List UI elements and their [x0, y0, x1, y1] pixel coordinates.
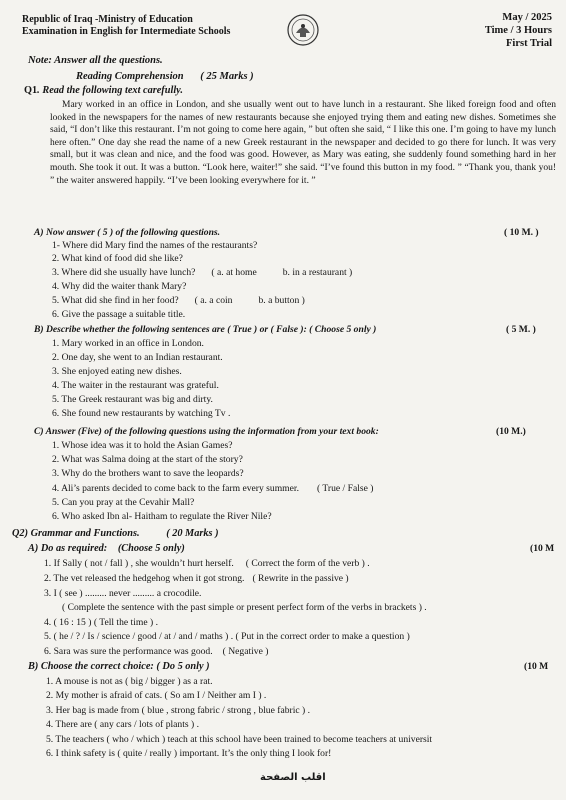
reading-title: Reading Comprehension: [76, 71, 184, 82]
section-c-marks: (10 M.): [496, 426, 526, 437]
q1-heading: [24, 85, 183, 97]
option-b: b. in a restaurant ): [282, 267, 353, 278]
section-b-heading: B) Describe whether the following sentences are ( True ) or ( False ): ( Choose 5 only ): [34, 324, 377, 335]
section-b-item: 6. She found new restaurants by watching Tv .: [52, 408, 231, 419]
section-b-item: 4. The waiter in the restaurant was grateful.: [52, 380, 219, 391]
q2-heading: [12, 528, 219, 540]
reading-passage: Mary worked in an office in London, and she usually went out to have lunch in a restaurant. She liked foreign food and often looked in the newspapers for the names of new restaurants because she enjoyed trying them and eating new dishes. Sometimes she said, “I don’t like this restaurant. I’m not going to come here again, ” but often she said, “ I like this one. I’m going to have my lunch here often.” One day she read the name of a new Greek restaurant in the newspaper and decided to go there for lunch. It was very small, but it was clean and nice, and the food was good. However, as Mary was eating, she suddenly found something hard in her mouth. She took it out. It was a button. “Look here, waiter!” she said. “I’ve found this button in my food. ” “Thank you, thank you! ” the waiter answered happily. “I’ve been looking everywhere for it. ”: [50, 100, 556, 186]
instruction: ( Rewrite in the passive ): [252, 573, 349, 584]
q2b-item: 4. There are ( any cars / lots of plants ) .: [46, 719, 200, 730]
section-a-item: [52, 240, 257, 252]
section-b-marks: ( 5 M. ): [506, 324, 536, 335]
turn-page-note: اقلب الصفحة: [260, 772, 326, 783]
q2b-item: 6. I think safety is ( quite / really ) important. It’s the only thing I look for!: [46, 748, 332, 759]
section-c-item: 3. Why do the brothers want to save the leopards?: [52, 468, 244, 479]
q2a-marks: (10 M: [530, 543, 555, 554]
option-b: b. a button ): [258, 295, 305, 306]
question-text: 1. If Sally ( not / fall ) , she wouldn’t hurt herself.: [44, 558, 234, 569]
q2a-item: 5. ( he / ? / Is / science / good / at / and / maths ) . ( Put in the correct order to make a question ): [44, 631, 410, 642]
q2b-item: 2. My mother is afraid of cats. ( So am I / Neither am I ) .: [46, 690, 267, 701]
instruction: ( Correct the form of the verb ) .: [245, 558, 370, 569]
q1-label: Q1: [24, 85, 38, 96]
q1-instruction: . Read the following text carefully.: [37, 85, 183, 96]
section-b-item: 2. One day, she went to an Indian restaurant.: [52, 352, 223, 363]
q2b-item: 3. Her bag is made from ( blue , strong fabric / strong , blue fabric ) .: [46, 705, 311, 716]
true-false-choice: ( True / False ): [316, 483, 374, 494]
section-a-item: [52, 267, 352, 279]
q2a-item: 4. ( 16 : 15 ) ( Tell the time ) .: [44, 617, 158, 628]
section-a-marks: ( 10 M. ): [504, 227, 539, 238]
section-b-item: 3. She enjoyed eating new dishes.: [52, 366, 182, 377]
question-text: 6. Sara was sure the performance was good.: [44, 646, 213, 657]
option-a: ( a. a coin: [194, 295, 233, 306]
instruction: ( Negative ): [222, 646, 269, 657]
q2a-heading: [28, 543, 185, 555]
reading-heading: [76, 71, 254, 83]
exam-header-left: [22, 14, 230, 38]
exam-trial: First Trial: [506, 38, 552, 49]
question-text: 5. What did she find in her food?: [52, 295, 179, 306]
question-text: 2. What kind of food did she like?: [52, 253, 183, 264]
section-a-item: [52, 253, 183, 265]
q2a-item: [44, 646, 268, 658]
question-text: 6. Give the passage a suitable title.: [52, 309, 186, 320]
q2a-title: A) Do as required:: [28, 543, 108, 554]
q2b-marks: (10 M: [524, 661, 549, 672]
ministry-line: Republic of Iraq -Ministry of Education: [22, 14, 193, 25]
q2b-heading: B) Choose the correct choice: ( Do 5 only ): [28, 661, 210, 672]
reading-marks: ( 25 Marks ): [200, 71, 254, 82]
exam-title-line: Examination in English for Intermediate Schools: [22, 26, 231, 37]
section-c-heading: C) Answer (Five) of the following questions using the information from your text book:: [34, 426, 379, 437]
q2b-item: 5. The teachers ( who / which ) teach at this school have been trained to become teachers at universit: [46, 734, 433, 745]
q2a-item: [44, 558, 370, 570]
question-text: 4. Why did the waiter thank Mary?: [52, 281, 187, 292]
q2-label: Q2) Grammar and Functions.: [12, 528, 140, 539]
q2b-item: 1. A mouse is not as ( big / bigger ) as a rat.: [46, 676, 213, 687]
q2a-choose: (Choose 5 only): [117, 543, 185, 554]
section-a-heading: A) Now answer ( 5 ) of the following questions.: [34, 227, 221, 238]
exam-date: May / 2025: [502, 12, 552, 23]
section-a-item: [52, 295, 305, 307]
q2a-item-instruction: ( Complete the sentence with the past simple or present perfect form of the verbs in brackets ) .: [62, 602, 427, 613]
section-b-item: 1. Mary worked in an office in London.: [52, 338, 204, 349]
option-a: ( a. at home: [211, 267, 257, 278]
section-c-item: 6. Who asked Ibn al- Haitham to regulate the River Nile?: [52, 511, 272, 522]
section-a-item: [52, 309, 185, 321]
section-c-item: 5. Can you pray at the Cevahir Mall?: [52, 497, 195, 508]
section-c-item: 1. Whose idea was it to hold the Asian Games?: [52, 440, 233, 451]
q2-marks: ( 20 Marks ): [166, 528, 219, 539]
section-c-item: 2. What was Salma doing at the start of the story?: [52, 454, 243, 465]
question-text: 2. The vet released the hedgehog when it got strong.: [44, 573, 245, 584]
question-text: 1- Where did Mary find the names of the restaurants?: [52, 240, 258, 251]
exam-time: Time / 3 Hours: [484, 25, 552, 36]
section-b-item: 5. The Greek restaurant was big and dirty.: [52, 394, 213, 405]
ministry-seal-icon: [287, 14, 319, 46]
section-c-item: [52, 483, 373, 495]
note-text: Note: Answer all the questions.: [28, 55, 163, 66]
question-text: 3. Where did she usually have lunch?: [52, 267, 196, 278]
q2a-item: 3. I ( see ) ......... never ......... a crocodile.: [44, 588, 202, 599]
q2a-item: [44, 573, 349, 585]
section-a-item: [52, 281, 186, 293]
question-text: 4. Ali’s parents decided to come back to the farm every summer.: [52, 483, 299, 494]
exam-header-right: [485, 11, 552, 50]
